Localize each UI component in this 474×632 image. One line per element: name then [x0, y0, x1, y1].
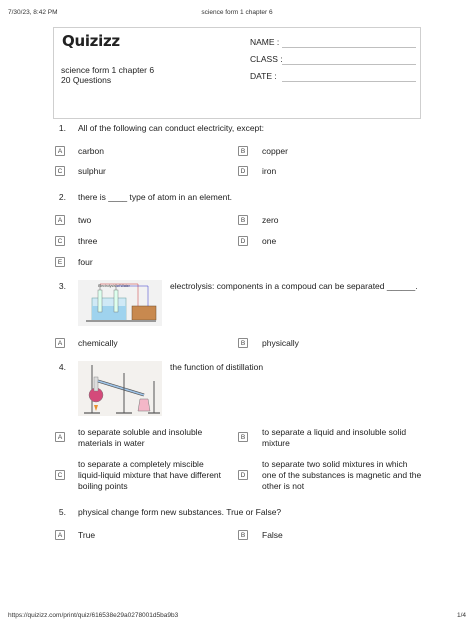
- question-number: 2.: [58, 192, 66, 202]
- question-number: 5.: [58, 507, 66, 517]
- class-field: [250, 54, 283, 64]
- print-url[interactable]: https://quizizz.com/print/quiz/616538e29a0278001d5ba9b3: [8, 612, 179, 619]
- class-label: CLASS :: [250, 54, 283, 64]
- date-line: [282, 81, 416, 82]
- question-count: 20 Questions: [61, 75, 112, 85]
- print-datetime: 7/30/23, 8:42 PM: [8, 9, 58, 16]
- option-text: to separate soluble and insoluble materials in water: [78, 427, 203, 448]
- option-text: one: [262, 236, 277, 246]
- option-text: to separate a completely miscible liquid-liquid mixture that have different boiling points: [78, 459, 222, 491]
- electrolysis-image: [78, 280, 162, 326]
- option-text: sulphur: [78, 166, 106, 176]
- option-letter[interactable]: A: [55, 146, 65, 156]
- quiz-title: science form 1 chapter 6: [61, 65, 155, 75]
- option-letter[interactable]: D: [238, 236, 248, 246]
- option-letter[interactable]: C: [55, 166, 65, 176]
- page-number: 1/4: [456, 612, 466, 619]
- option-text: physically: [262, 338, 299, 348]
- option-text: True: [78, 530, 96, 540]
- date-field: [250, 71, 277, 81]
- print-doc-title: science form 1 chapter 6: [201, 9, 273, 16]
- option-letter[interactable]: A: [55, 338, 65, 348]
- option-text: False: [262, 530, 283, 540]
- option-text: copper: [262, 146, 288, 156]
- name-field: [250, 37, 279, 47]
- option-text: two: [78, 215, 92, 225]
- option-letter[interactable]: E: [55, 257, 65, 267]
- electrolysis-diagram-icon: [78, 280, 162, 326]
- distillation-image: [78, 361, 162, 416]
- option-letter[interactable]: B: [238, 530, 248, 540]
- option-text: three: [78, 236, 98, 246]
- option-letter[interactable]: A: [55, 432, 65, 442]
- question-number: 4.: [58, 362, 66, 372]
- print-footer: [8, 612, 466, 622]
- option-letter[interactable]: D: [238, 470, 248, 480]
- option-letter[interactable]: B: [238, 432, 248, 442]
- option-letter[interactable]: C: [55, 236, 65, 246]
- name-label: NAME :: [250, 37, 280, 47]
- option-text: chemically: [78, 338, 118, 348]
- option-text: zero: [262, 215, 279, 225]
- question-number: 3.: [58, 281, 66, 291]
- question-number: 1.: [58, 123, 66, 133]
- option-letter[interactable]: D: [238, 166, 248, 176]
- question-text: the function of distillation: [170, 362, 264, 372]
- option-letter[interactable]: B: [238, 146, 248, 156]
- print-header: [8, 9, 466, 19]
- option-text: four: [78, 257, 93, 267]
- quiz-header-box: [53, 27, 421, 119]
- option-text: carbon: [78, 146, 104, 156]
- option-text: to separate two solid mixtures in which one of the substances is magnetic and the other is not: [262, 459, 422, 491]
- date-label: DATE :: [250, 71, 277, 81]
- option-letter[interactable]: B: [238, 338, 248, 348]
- option-letter[interactable]: C: [55, 470, 65, 480]
- option-text: iron: [262, 166, 277, 176]
- question-text: there is ____ type of atom in an element.: [78, 192, 233, 202]
- class-line: [282, 64, 416, 65]
- question-text: electrolysis: components in a compoud can be separated ______.: [170, 281, 418, 291]
- option-letter[interactable]: B: [238, 215, 248, 225]
- quizizz-logo: Quizizz: [62, 32, 120, 50]
- option-text: to separate a liquid and insoluble solid mixture: [262, 427, 407, 448]
- distillation-apparatus-icon: [78, 361, 162, 416]
- image-caption: Electrolysis of Water: [98, 284, 130, 288]
- name-line: [282, 47, 416, 48]
- question-text: All of the following can conduct electricity, except:: [78, 123, 264, 133]
- option-letter[interactable]: A: [55, 215, 65, 225]
- option-letter[interactable]: A: [55, 530, 65, 540]
- question-text: physical change form new substances. True or False?: [78, 507, 282, 517]
